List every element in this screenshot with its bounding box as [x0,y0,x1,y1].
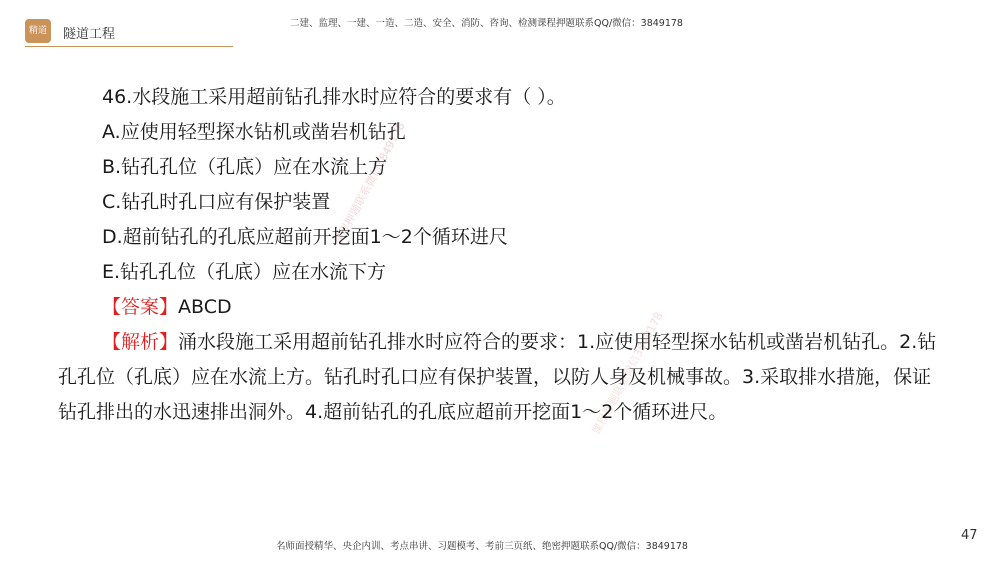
answer-value: ABCD [178,296,232,318]
option-c: C.钻孔时孔口应有保护装置 [102,191,331,213]
course-title: 隧道工程 [63,27,116,42]
answer-label: 【答案】 [102,296,179,318]
option-a: A.应使用轻型探水钻机或凿岩机钻孔 [102,121,406,143]
option-e: E.钻孔孔位（孔底）应在水流下方 [102,261,387,283]
header-divider [25,46,233,47]
brand-logo [25,19,51,43]
question-stem: 46.水段施工采用超前钻孔排水时应符合的要求有（ ）。 [102,86,566,108]
answer-line [102,290,232,325]
watermark-secondary: 课程押题联系微信3849178 [589,309,666,438]
watermark: 课程押题联系微信3849178 [331,119,408,248]
explanation-label: 【解析】 [102,331,179,353]
page-number: 47 [961,528,978,543]
explanation-block [58,325,946,430]
top-banner: 二建、监理、一建、一造、二造、安全、消防、咨询、检测课程押题联系QQ/微信：3849178 [290,18,683,29]
explanation-text: 涌水段施工采用超前钻孔排水时应符合的要求：1.应使用轻型探水钻机或凿岩机钻孔。2.钻孔孔位（孔底）应在水流上方。钻孔时孔口应有保护装置，以防人身及机械事故。3.采取排水措施，保证钻孔排出的水迅速排出洞外。4.超前钻孔的孔底应超前开挖面1～2个循环进尺。 [58,331,937,423]
brand-logo-text: 精道 [28,26,47,36]
footer-banner: 名师面授精华、央企内训、考点串讲、习题模考、考前三页纸、绝密押题联系QQ/微信：3849178 [276,541,688,552]
option-d: D.超前钻孔的孔底应超前开挖面1～2个循环进尺 [102,226,508,248]
option-b: B.钻孔孔位（孔底）应在水流上方 [102,156,388,178]
